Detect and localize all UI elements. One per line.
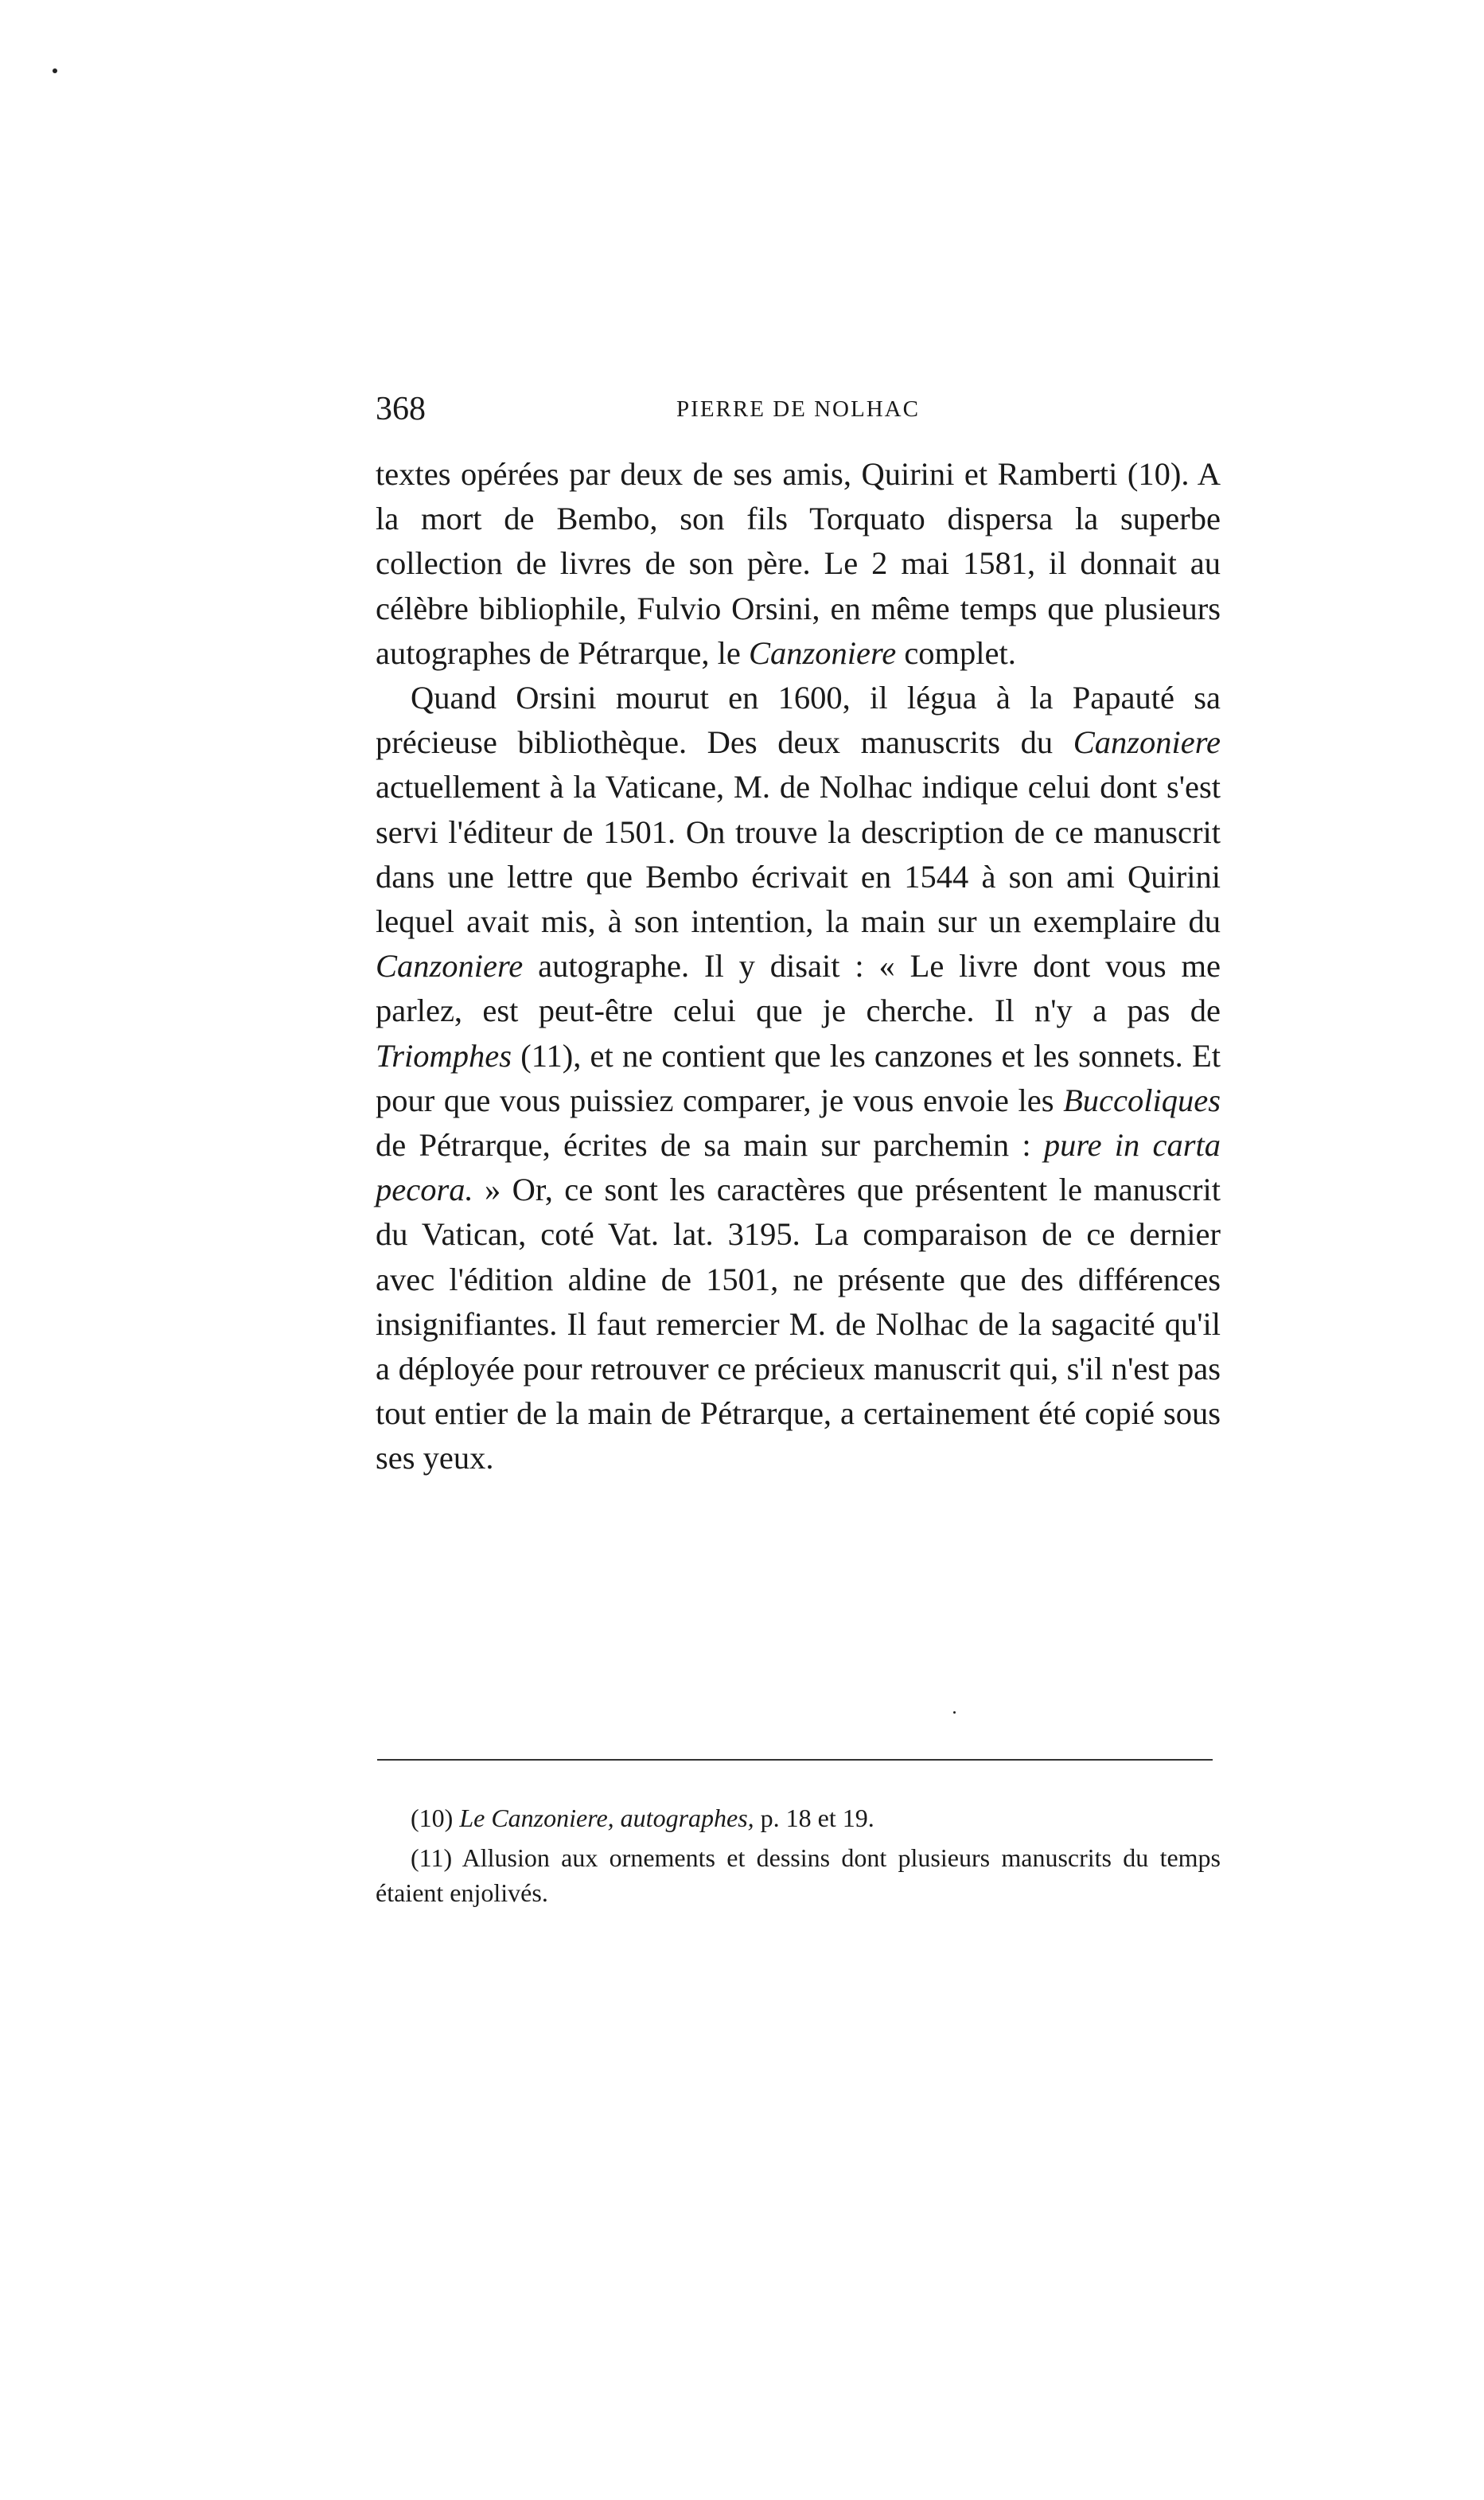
footnotes xyxy=(376,1800,1221,1915)
footnote-divider xyxy=(377,1759,1213,1761)
footnote-11: (11) Allusion aux ornements et dessins dont plusieurs manuscrits du temps étaient enjolivés. xyxy=(376,1843,1221,1907)
page-header xyxy=(376,388,1221,430)
italic-quote: pure in carta pecora. xyxy=(376,1127,1221,1208)
speck xyxy=(953,1711,956,1714)
italic-title: Canzoniere xyxy=(1073,724,1221,761)
paragraph-1: textes opérées par deux de ses amis, Quirini et Ramberti (10). A la mort de Bembo, son fils Torquato dispersa la superbe collection de livres de son père. Le 2 mai 1581, il donnait au célèbre bibliophile, Fulvio Orsini, en même temps que plusieurs autographes de Pétrarque, le Canzoniere complet. xyxy=(376,456,1221,671)
running-head: PIERRE DE NOLHAC xyxy=(676,396,920,422)
main-text xyxy=(376,452,1221,1481)
page-number: 368 xyxy=(376,391,426,427)
italic-title: Triomphes xyxy=(376,1037,512,1074)
speck xyxy=(53,68,57,73)
paragraph-2: Quand Orsini mourut en 1600, il légua à la Papauté sa précieuse bibliothèque. Des deux manuscrits du Canzoniere actuellement à la Vaticane, M. de Nolhac indique celui dont s'est servi l'éditeur de 1501. On trouve la description de ce manuscrit dans une lettre que Bembo écrivait en 1544 à son ami Quirini lequel avait mis, à son intention, la main sur un exemplaire du Canzoniere autographe. Il y disait : « Le livre dont vous me parlez, est peut-être celui que je cherche. Il n'y a pas de Triomphes (11), et ne contient que les canzones et les sonnets. Et pour que vous puissiez comparer, je vous envoie les Buccoliques de Pétrarque, écrites de sa main sur parchemin : pure in carta pecora. » Or, ce sont les caractères que présentent le manuscrit du Vatican, coté Vat. lat. 3195. La comparaison de ce dernier avec l'édition aldine de 1501, ne présente que des différences insignifiantes. Il faut remercier M. de Nolhac de la sagacité qu'il a déployée pour retrouver ce précieux manuscrit qui, s'il n'est pas tout entier de la main de Pétrarque, a certainement été copié sous ses yeux. xyxy=(376,680,1221,1476)
italic-title: Canzoniere xyxy=(748,634,897,671)
italic-title: Buccoliques xyxy=(1063,1082,1221,1118)
italic-title: Canzoniere xyxy=(376,948,524,985)
footnote-10: (10) Le Canzoniere, autographes, p. 18 et 19. xyxy=(411,1804,874,1832)
